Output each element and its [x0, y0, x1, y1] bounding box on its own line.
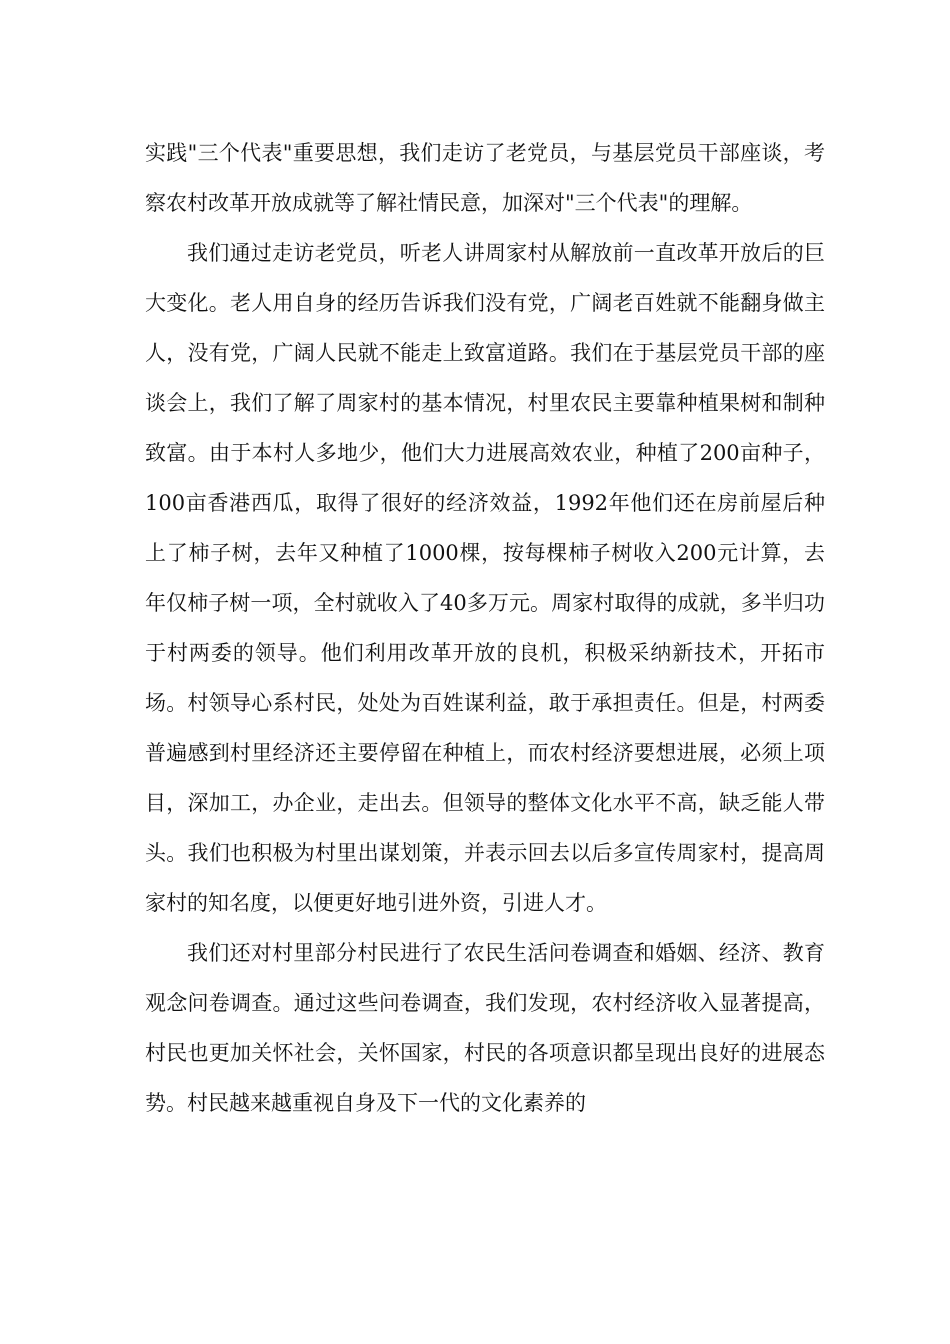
paragraph-2: 我们通过走访老党员，听老人讲周家村从解放前一直改革开放后的巨大变化。老人用自身的经历告诉我们没有党，广阔老百姓就不能翻身做主人，没有党，广阔人民就不能走上致富道路。我们在于基层党员干部的座谈会上，我们了解了周家村的基本情况，村里农民主要靠种植果树和制种致富。由于本村人多地少，他们大力进展高效农业，种植了200亩种子，100亩香港西瓜，取得了很好的经济效益，1992年他们还在房前屋后种上了柿子树，去年又种植了1000棵，按每棵柿子树收入200元计算，去年仅柿子树一项，全村就收入了40多万元。周家村取得的成就，多半归功于村两委的领导。他们利用改革开放的良机，积极采纳新技术，开拓市场。村领导心系村民，处处为百姓谋利益，敢于承担责任。但是，村两委普遍感到村里经济还主要停留在种植上，而农村经济要想进展，必须上项目，深加工，办企业，走出去。但领导的整体文化水平不高，缺乏能人带头。我们也积极为村里出谋划策，并表示回去以后多宣传周家村，提高周家村的知名度，以便更好地引进外资，引进人才。: [145, 241, 825, 915]
paragraph-3: 我们还对村里部分村民进行了农民生活问卷调查和婚姻、经济、教育观念问卷调查。通过这些问卷调查，我们发现，农村经济收入显著提高，村民也更加关怀社会，关怀国家，村民的各项意识都呈现出良好的进展态势。村民越来越重视自身及下一代的文化素养的: [145, 941, 825, 1115]
body-text: [145, 128, 825, 1128]
paragraph-1: 实践"三个代表"重要思想，我们走访了老党员，与基层党员干部座谈，考察农村改革开放成就等了解社情民意，加深对"三个代表"的理解。: [145, 141, 825, 215]
